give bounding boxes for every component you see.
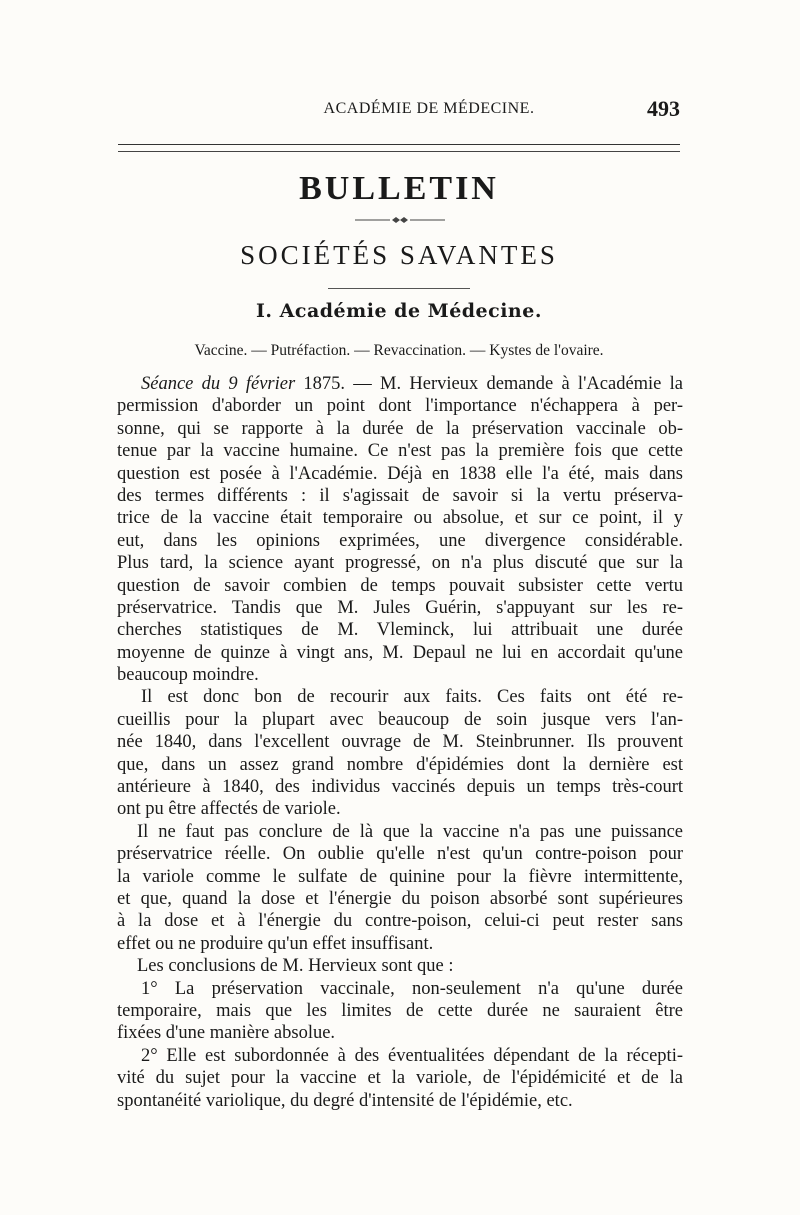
body-line: à la dose et à l'énergie du contre-poison, celui-ci peut rester sans xyxy=(117,911,683,932)
societes-savantes-title: SOCIÉTÉS SAVANTES xyxy=(240,240,558,270)
body-line: 2° Elle est subordonnée à des éventualitées dépendant de la récepti- xyxy=(141,1045,683,1066)
body-line: permission d'aborder un point dont l'importance n'échappera à per- xyxy=(117,396,683,417)
body-line: temporaire, mais que les limites de cette durée ne sauraient être xyxy=(117,1000,683,1021)
body-line: Séance du 9 février 1875. — M. Hervieux demande à l'Académie la xyxy=(141,374,683,394)
section-rule xyxy=(328,288,470,289)
body-line: des termes différents : il s'agissait de savoir si la vertu préserva- xyxy=(117,485,683,506)
body-line: moyenne de quinze à vingt ans, M. Depaul ne lui en accordait qu'une xyxy=(117,642,683,663)
body-line: cherches statistiques de M. Vleminck, lui attribuait une durée xyxy=(117,620,683,641)
body-line: eut, dans les opinions exprimées, une divergence considérable. xyxy=(117,530,683,551)
section-topics: Vaccine. — Putréfaction. — Revaccination. — Kystes de l'ovaire. xyxy=(194,342,604,359)
body-line: sonne, qui se rapporte à la durée de la préservation vaccinale ob- xyxy=(117,418,683,439)
body-line: vité du sujet pour la vaccine et la variole, de l'épidémicité et de la xyxy=(117,1068,683,1089)
body-line: ont pu être affectés de variole. xyxy=(117,799,341,820)
running-title: ACADÉMIE DE MÉDECINE. xyxy=(323,100,535,117)
body-line: 1° La préservation vaccinale, non-seulement n'a qu'une durée xyxy=(141,978,683,999)
body-line: tenue par la vaccine humaine. Ce n'est pas la première fois que cette xyxy=(117,441,683,462)
body-line: préservatrice. Tandis que M. Jules Guérin, s'appuyant sur les re- xyxy=(117,597,683,618)
body-line: antérieure à 1840, des individus vaccinés depuis un temps très-court xyxy=(117,777,683,798)
session-date-label: Séance du 9 février xyxy=(141,374,296,394)
body-line: question est posée à l'Académie. Déjà en 1838 elle l'a été, mais dans xyxy=(117,463,683,484)
header-double-rule xyxy=(118,144,680,152)
body-text xyxy=(117,373,683,1112)
page-number: 493 xyxy=(647,96,680,121)
body-line: que, dans un assez grand nombre d'épidémies dont la dernière est xyxy=(117,754,683,775)
bulletin-title: BULLETIN xyxy=(299,170,499,207)
body-line: la variole comme le sulfate de quinine pour la fièvre intermittente, xyxy=(117,866,683,887)
body-line: et que, quand la dose et l'énergie du poison absorbé sont supérieures xyxy=(117,888,683,909)
body-line: Il est donc bon de recourir aux faits. Ces faits ont été re- xyxy=(141,687,683,708)
body-line: beaucoup moindre. xyxy=(117,665,259,686)
body-line: question de savoir combien de temps pouvait subsister cette vertu xyxy=(117,575,683,596)
body-line: Les conclusions de M. Hervieux sont que : xyxy=(137,956,454,977)
ornament-divider xyxy=(350,216,450,224)
body-line: née 1840, dans l'excellent ouvrage de M. Steinbrunner. Ils prouvent xyxy=(117,732,683,753)
body-line: préservatrice réelle. On oublie qu'elle n'est qu'un contre-poison pour xyxy=(117,844,683,865)
body-line: trice de la vaccine était temporaire ou absolue, et sur ce point, il y xyxy=(117,508,683,529)
section-heading: I. Académie de Médecine. xyxy=(256,300,542,322)
body-line: effet ou ne produire qu'un effet insuffisant. xyxy=(117,933,434,954)
body-line: fixées d'une manière absolue. xyxy=(117,1023,336,1044)
running-head xyxy=(118,96,680,124)
body-line: Plus tard, la science ayant progressé, on n'a plus discuté que sur la xyxy=(117,553,683,574)
body-line: cueillis pour la plupart avec beaucoup de soin jusque vers l'an- xyxy=(117,709,683,730)
body-line: Il ne faut pas conclure de là que la vaccine n'a pas une puissance xyxy=(137,821,683,842)
body-line: spontanéité variolique, du degré d'intensité de l'épidémie, etc. xyxy=(117,1090,573,1111)
